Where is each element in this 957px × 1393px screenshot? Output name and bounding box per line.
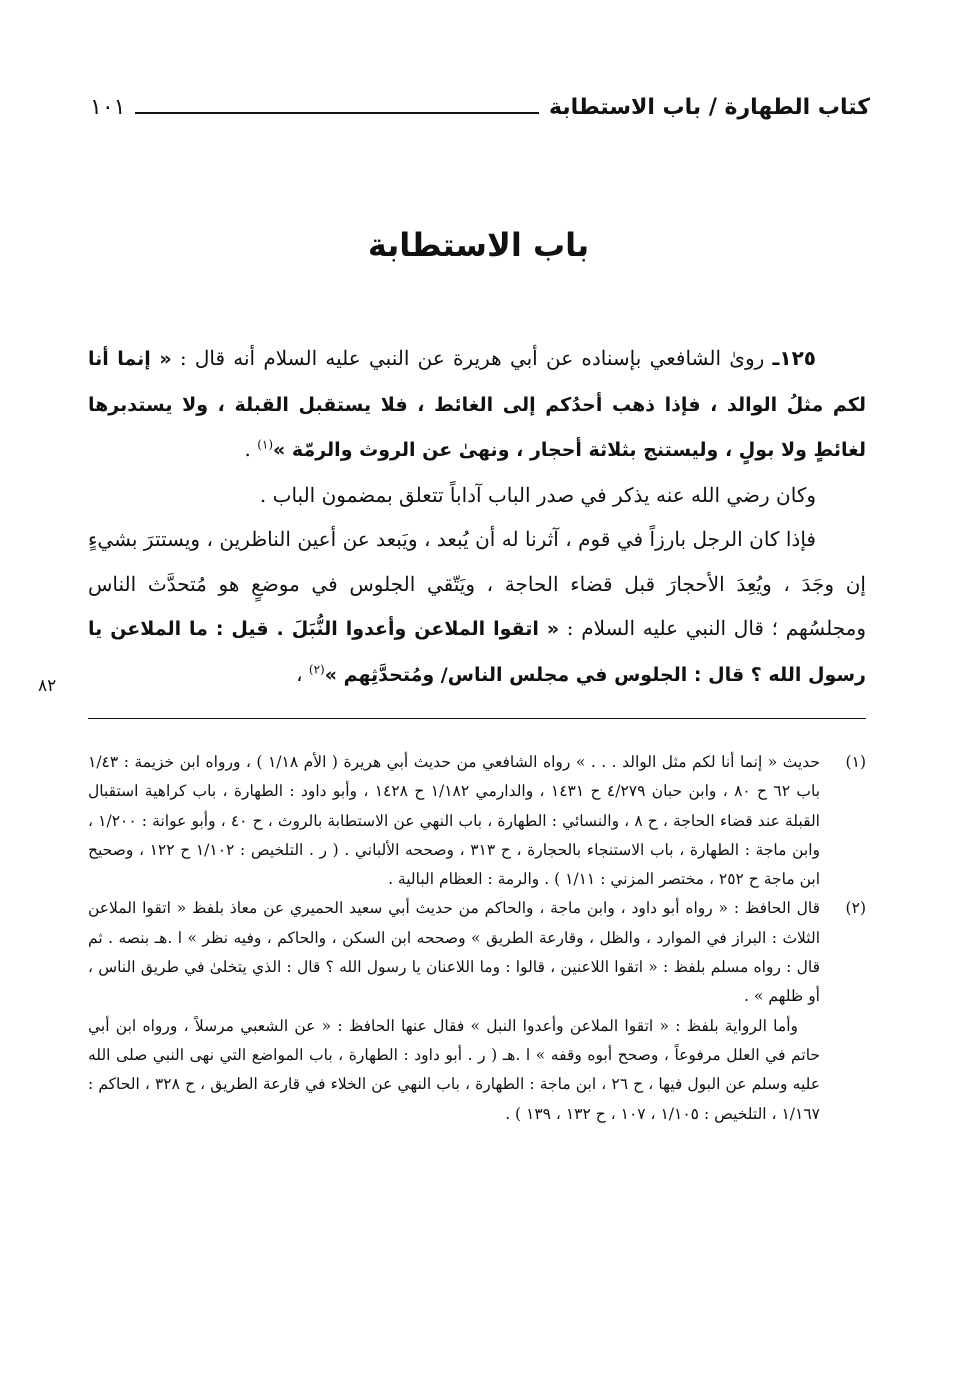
footnote-1-mark: (١) — [845, 753, 866, 771]
footnote-1 — [88, 748, 866, 894]
footnote-2 — [88, 894, 866, 1128]
margin-reference: ٨٢ — [38, 676, 57, 696]
footnote-2-body — [88, 894, 820, 1128]
hadith-text: « إنما أنا لكم مثلُ الوالد ، فإذا ذهب أحدُكم إلى الغائط ، فلا يستقبل القبلة ، ولا يستدبرها لغائطٍ ولا بولٍ ، وليستنج بثلاثة أحجار ، ونهىٰ عن الروث والرمّة » — [88, 348, 866, 461]
paragraph-3-text: فإذا كان الرجل بارزاً في قوم ، آثرنا له أن يُبعد ، ويَبعد عن أعين الناظرين ، ويستترَ بشيءٍ إن وجَدَ ، ويُعِدَ الأحجارَ قبل قضاء الحاجة ، ويَتّقي الجلوس في موضعٍ هو مُتحدَّث الناس ومجلسُهم ؛ قال النبي عليه السلام : — [88, 527, 866, 640]
hadith-125-paragraph — [88, 336, 866, 473]
footnote-2-continuation: وأما الرواية بلفظ : « اتقوا الملاعن وأعدوا النبل » فقال عنها الحافظ : « عن الشعبي مرسلاً ، ورواه ابن أبي حاتم في العلل مرفوعاً ، وصحح أبوه وقفه » ا .هـ ( ر . أبو داود : الطهارة ، باب المواضع التي نهى النبي صلى الله عليه وسلم عن البول فيها ، ح ٢٦ ، ابن ماجة : الطهارة ، باب النهي عن الخلاء في قارعة الطريق ، ح ٣٢٨ ، الحاكم : ١/١٦٧ ، التلخيص : ١/١٠٥ ، ١٠٧ ، ح ١٣٢ ، ١٣٩ ) . — [88, 1016, 821, 1123]
chapter-title: باب الاستطابة — [367, 226, 590, 264]
running-header — [90, 84, 870, 120]
hadith-intro: روىٰ الشافعي بإسناده عن أبي هريرة عن النبي عليه السلام أنه قال : — [171, 346, 773, 370]
hadith-number: ١٢٥ـ — [772, 346, 816, 370]
footnote-1-text: حديث « إنما أنا لكم مثل الوالد . . . » رواه الشافعي من حديث أبي هريرة ( الأم ١/١٨ ) ، ورواه ابن خزيمة : ١/٤٣ باب ٦٢ ح ٨٠ ، وابن حبان ٤/٢٧٩ ح ١٤٣١ ، والدارمي ١/١٨٢ ح ١٤٢٨ ، وأبو داود : الطهارة ، باب كراهية استقبال القبلة عند قضاء الحاجة ، ح ٨ ، والنسائي : الطهارة ، باب النهي عن الاستطابة بالروث ، ح ٤٠ ، وأبو عوانة : ١/٢٠٠ ، وابن ماجة : الطهارة ، باب الاستنجاء بالحجارة ، ح ٣١٣ ، وصححه الألباني . ( ر . التلخيص : ١/١٠٢ ح ١٢٢ ، وصحيح ابن ماجة ح ٢٥٢ ، مختصر المزني : ١/١١ ) . والرمة : العظام البالية . — [88, 753, 821, 889]
footnote-ref-2[interactable]: (٢) — [308, 661, 325, 676]
footnote-2-text: قال الحافظ : « رواه أبو داود ، وابن ماجة ، والحاكم من حديث أبي سعيد الحميري عن معاذ بلفظ « اتقوا الملاعن الثلاث : البراز في الموارد ، والظل ، وقارعة الطريق » وصححه ابن السكن ، والحاكم ، وفيه نظر » ا .هـ بنصه . ثم قال : رواه مسلم بلفظ : « اتقوا اللاعنين ، قالوا : وما اللاعنان يا رسول الله ؟ قال : الذي يتخلىٰ في طريق الناس ، أو ظلهم » . — [88, 899, 820, 1006]
running-title: كتاب الطهارة / باب الاستطابة — [549, 95, 870, 120]
hadith-end: . — [244, 437, 258, 461]
paragraph-3-hadith: « اتقوا الملاعن وأعدوا النُّبَلَ . قيل : ما الملاعن يا رسول الله ؟ قال : الجلوس في مجلس الناس/ ومُتحدَّثِهم » — [88, 618, 866, 686]
page-number: ١٠١ — [90, 95, 126, 120]
header-rule — [135, 112, 539, 114]
footnote-separator — [88, 718, 866, 719]
footnote-1-body — [88, 748, 820, 894]
paragraph-3 — [88, 517, 866, 697]
main-text — [88, 336, 866, 697]
footnotes — [88, 748, 866, 1129]
footnote-2-mark: (٢) — [845, 899, 866, 918]
footnote-ref-1[interactable]: (١) — [257, 437, 274, 452]
paragraph-3-end: ، — [296, 661, 309, 686]
paragraph-2: وكان رضي الله عنه يذكر في صدر الباب آداباً تتعلق بمضمون الباب . — [259, 482, 816, 507]
